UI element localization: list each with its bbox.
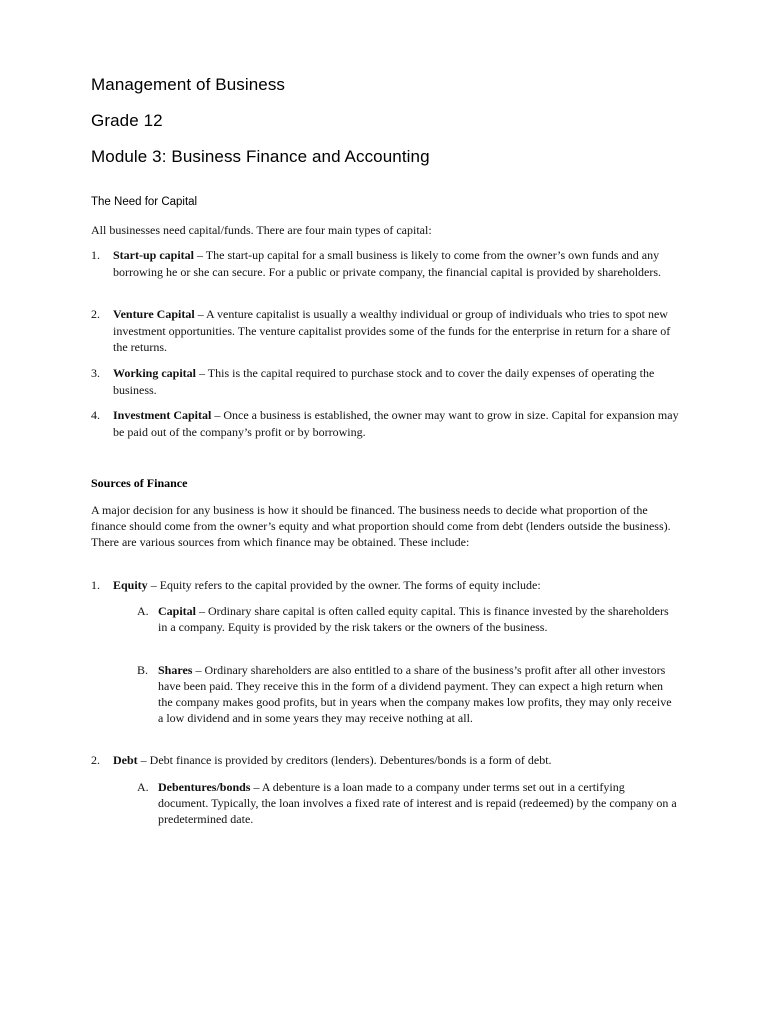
sub-list-letter: A. bbox=[137, 604, 149, 618]
list-item-investment-capital bbox=[91, 407, 681, 440]
list-number: 1. bbox=[91, 578, 100, 592]
list-text bbox=[113, 306, 681, 356]
sub-item-shares bbox=[137, 662, 677, 726]
list-number: 4. bbox=[91, 408, 100, 422]
sub-item-debentures-bonds bbox=[137, 779, 677, 827]
term-label: Equity bbox=[113, 578, 148, 592]
sub-list-text bbox=[158, 779, 677, 827]
sub-list-letter: A. bbox=[137, 780, 149, 794]
term-description: – Once a business is established, the owner may want to grow in size. Capital for expansion may be paid out of the company’s profit or by borrowing. bbox=[113, 408, 679, 439]
sub-list-text bbox=[158, 662, 677, 726]
term-description: – Debt finance is provided by creditors (lenders). Debentures/bonds is a form of debt. bbox=[137, 753, 552, 767]
term-label: Venture Capital bbox=[113, 307, 195, 321]
term-label: Capital bbox=[158, 604, 197, 618]
term-label: Debentures/bonds bbox=[158, 780, 251, 794]
module-heading: Module 3: Business Finance and Accounting bbox=[91, 147, 430, 166]
section2-intro: A major decision for any business is how it should be financed. The business needs to decide what proportion of the finance should come from the owner’s equity and what proportion should come from debt (lenders outside the business). There are various sources from which finance may be obtained. These include: bbox=[91, 503, 671, 549]
section-heading-need-for-capital: The Need for Capital bbox=[91, 196, 198, 208]
list-text bbox=[113, 752, 681, 769]
section1-intro: All businesses need capital/funds. There are four main types of capital: bbox=[91, 223, 432, 237]
term-description: – Ordinary shareholders are also entitled to a share of the business’s profit after all other investors have been paid. They receive this in the form of a dividend payment. They can expect a high return when the company makes good profits, but in years when the company makes low profits, they may only receive a low dividend and in some years they may receive nothing at all. bbox=[158, 663, 672, 725]
sub-list-letter: B. bbox=[137, 663, 149, 677]
sub-item-capital bbox=[137, 603, 677, 635]
term-description: – Ordinary share capital is often called equity capital. This is finance invested by the shareholders in a company. Equity is provided by the risk takers or the owners of the business. bbox=[158, 604, 669, 634]
list-item-startup-capital bbox=[91, 247, 681, 280]
term-description: – This is the capital required to purchase stock and to cover the daily expenses of operating the business. bbox=[113, 366, 655, 397]
document-title: Management of Business bbox=[91, 75, 286, 94]
list-number: 2. bbox=[91, 307, 100, 321]
list-item-debt bbox=[91, 752, 681, 769]
list-number: 3. bbox=[91, 366, 100, 380]
term-description: – A debenture is a loan made to a company under terms set out in a certifying document. Typically, the loan involves a fixed rate of interest and is repaid (redeemed) by the company on a predetermined date. bbox=[158, 780, 677, 826]
list-item-working-capital bbox=[91, 365, 681, 398]
list-item-venture-capital bbox=[91, 306, 681, 356]
term-label: Start-up capital bbox=[113, 248, 194, 262]
list-text bbox=[113, 407, 681, 440]
term-label: Working capital bbox=[113, 366, 197, 380]
term-label: Debt bbox=[113, 753, 138, 767]
list-item-equity bbox=[91, 577, 681, 594]
list-number: 2. bbox=[91, 753, 100, 767]
list-text bbox=[113, 577, 681, 594]
term-description: – Equity refers to the capital provided by the owner. The forms of equity include: bbox=[147, 578, 541, 592]
term-label: Investment Capital bbox=[113, 408, 212, 422]
term-label: Shares bbox=[158, 663, 193, 677]
term-description: – The start-up capital for a small business is likely to come from the owner’s own funds and any borrowing he or she can secure. For a public or private company, the financial capital is provided by shareholders. bbox=[113, 248, 662, 279]
term-description: – A venture capitalist is usually a wealthy individual or group of individuals who tries to spot new investment opportunities. The venture capitalist provides some of the funds for the enterprise in return for a share of the returns. bbox=[113, 307, 671, 354]
grade-heading: Grade 12 bbox=[91, 111, 163, 130]
list-number: 1. bbox=[91, 248, 100, 262]
list-text bbox=[113, 365, 681, 398]
sub-list-text bbox=[158, 603, 677, 635]
section-heading-sources-of-finance: Sources of Finance bbox=[91, 476, 188, 490]
list-text bbox=[113, 247, 681, 280]
